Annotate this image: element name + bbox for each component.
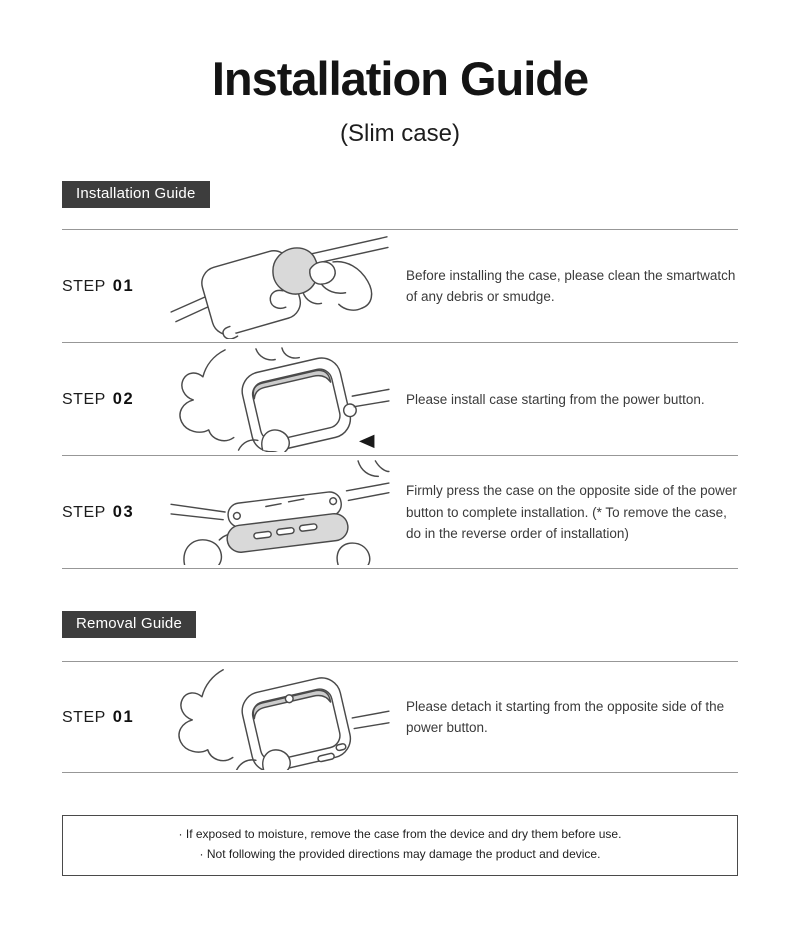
step-text: Before installing the case, please clean the smartwatch of any debris or smudge.	[406, 267, 736, 305]
installation-steps	[62, 229, 738, 569]
holding-hand	[179, 670, 233, 761]
installation-guide-badge: Installation Guide	[62, 181, 210, 208]
step-text: Firmly press the case on the opposite side of the power button to complete installation. (* To remove the case, do in the reverse order of installation)	[406, 482, 737, 542]
step-illustration	[164, 345, 396, 453]
step-label	[62, 277, 164, 296]
caution-note-line: · Not following the provided directions may damage the product and device.	[199, 847, 601, 862]
step-number: 01	[112, 707, 135, 726]
arrow-icon	[359, 435, 374, 448]
step-number: 01	[112, 276, 135, 295]
step-number: 02	[112, 389, 135, 408]
press-case-illustration	[167, 459, 393, 565]
removal-guide-badge-wrap	[62, 611, 738, 638]
step-row	[62, 455, 738, 569]
step-label	[62, 708, 164, 727]
case-cutout	[336, 744, 347, 752]
step-word: STEP	[62, 277, 106, 295]
case-notch	[285, 694, 294, 703]
step-illustration	[164, 232, 396, 340]
step-text: Please detach it starting from the opposite side of the power button.	[406, 698, 725, 736]
step-illustration	[164, 458, 396, 566]
caution-note-box	[62, 815, 738, 876]
guide-content	[0, 181, 800, 773]
step-word: STEP	[62, 390, 106, 408]
step-number: 03	[112, 502, 135, 521]
installation-guide-badge-wrap	[62, 181, 738, 208]
case-frame	[238, 353, 361, 452]
caution-note-line: · If exposed to moisture, remove the case from the device and dry them before use.	[178, 827, 622, 842]
watch-strap-lines	[352, 390, 389, 407]
install-case-illustration	[167, 346, 393, 452]
step-word: STEP	[62, 708, 106, 726]
step-illustration	[164, 663, 396, 771]
removal-guide-badge: Removal Guide	[62, 611, 196, 638]
detach-case-illustration	[167, 664, 393, 770]
step-label	[62, 390, 164, 409]
wipe-watch-illustration	[167, 233, 393, 339]
step-text: Please install case starting from the power button.	[406, 391, 705, 407]
case-frame	[238, 674, 354, 770]
step-word: STEP	[62, 503, 106, 521]
step-row	[62, 229, 738, 342]
page-subtitle: (Slim case)	[339, 120, 460, 148]
watch-side-view	[223, 491, 350, 555]
step-label	[62, 503, 164, 522]
watch-strap-lines	[352, 712, 389, 729]
step-row	[62, 661, 738, 773]
removal-steps	[62, 661, 738, 773]
step-row	[62, 342, 738, 455]
page-title: Installation Guide	[211, 52, 589, 105]
